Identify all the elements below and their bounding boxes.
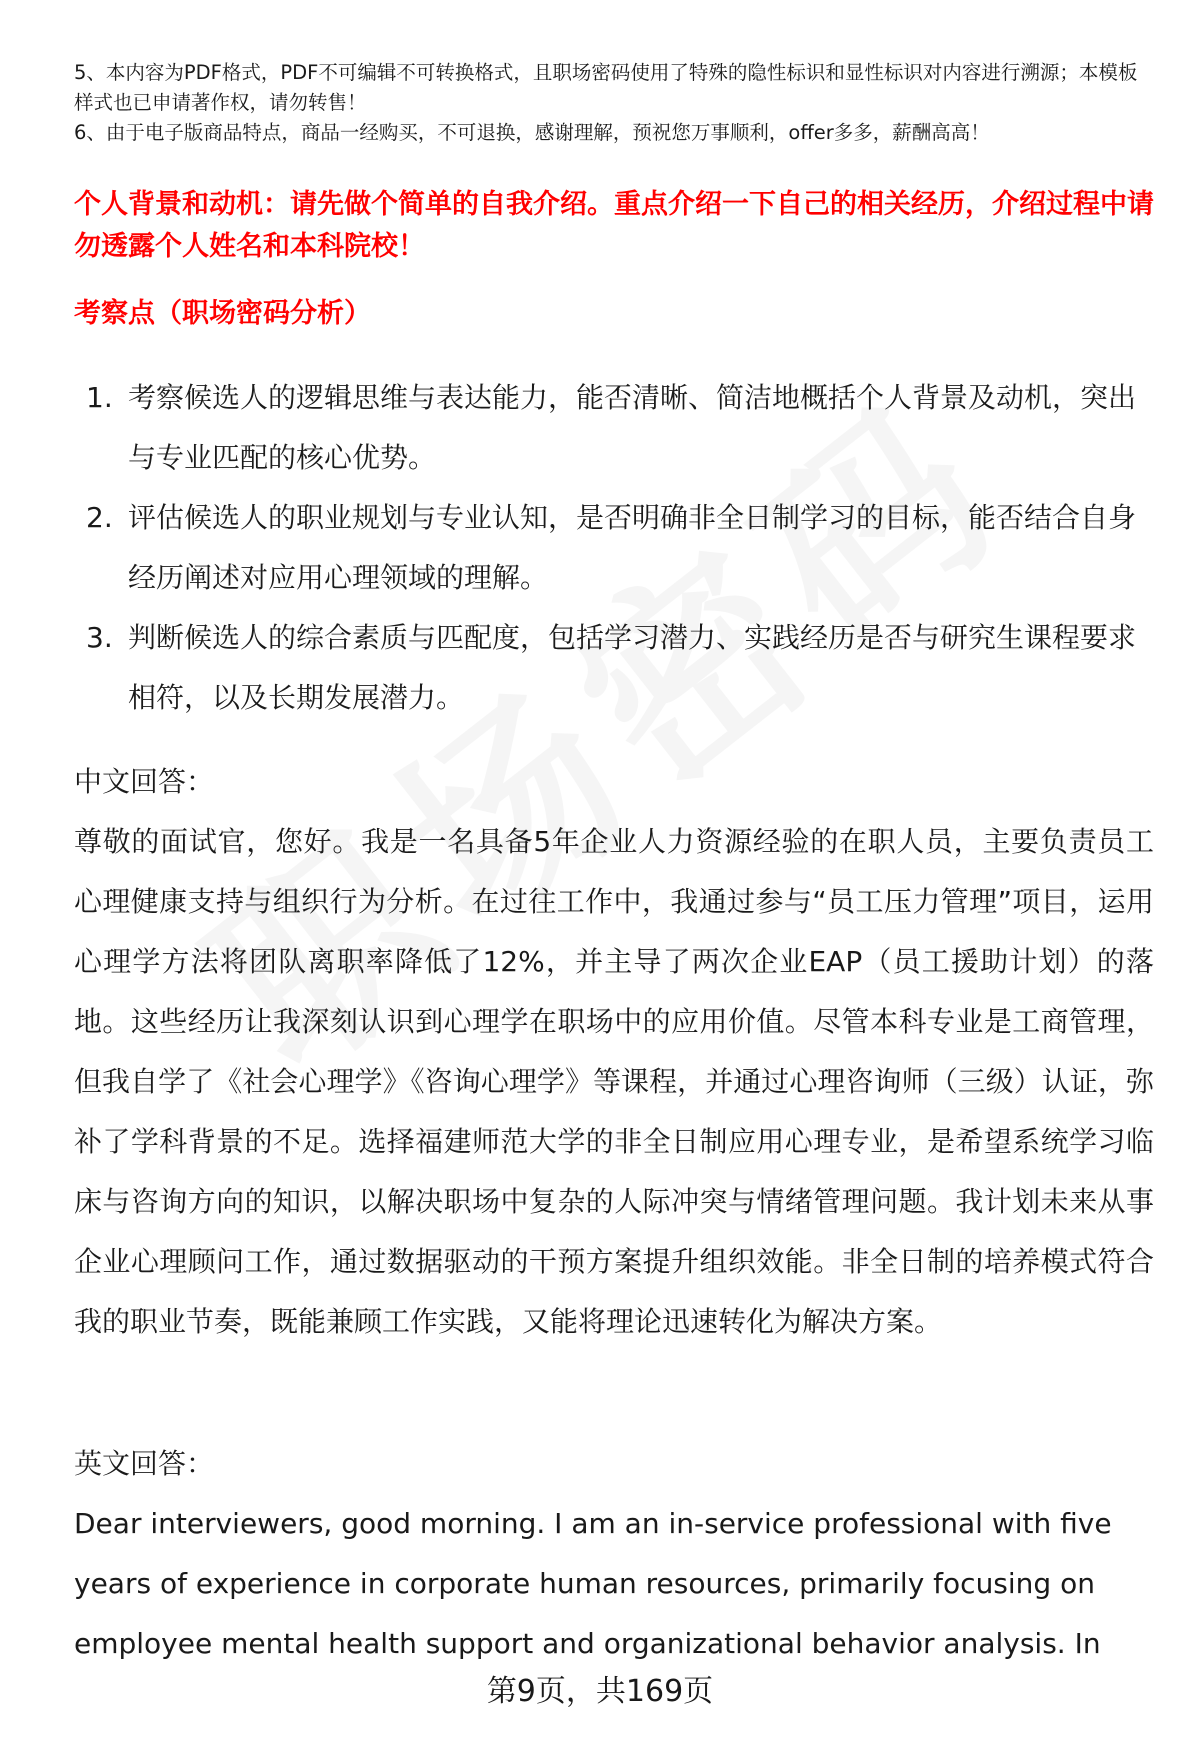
point-number: 1. bbox=[86, 381, 113, 414]
point-text: 考察候选人的逻辑思维与表达能力，能否清晰、简洁地概括个人背景及动机，突出与专业匹配的核心优势。 bbox=[128, 381, 1137, 474]
point-text: 判断候选人的综合素质与匹配度，包括学习潜力、实践经历是否与研究生课程要求相符，以及长期发展潜力。 bbox=[128, 621, 1137, 714]
point-number: 2. bbox=[86, 501, 113, 534]
notice-item-5: 5、本内容为PDF格式，PDF不可编辑不可转换格式，且职场密码使用了特殊的隐性标识和显性标识对内容进行溯源；本模板样式也已申请著作权，请勿转售！ bbox=[74, 61, 1138, 114]
chinese-answer-text: 尊敬的面试官，您好。我是一名具备5年企业人力资源经验的在职人员，主要负责员工心理健康支持与组织行为分析。在过往工作中，我通过参与“员工压力管理”项目，运用心理学方法将团队离职率降低了12%，并主导了两次企业EAP（员工援助计划）的落地。这些经历让我深刻认识到心理学在职场中的应用价值。尽管本科专业是工商管理，但我自学了《社会心理学》《咨询心理学》等课程，并通过心理咨询师（三级）认证，弥补了学科背景的不足。选择福建师范大学的非全日制应用心理专业，是希望系统学习临床与咨询方向的知识，以解决职场中复杂的人际冲突与情绪管理问题。我计划未来从事企业心理顾问工作，通过数据驱动的干预方案提升组织效能。非全日制的培养模式符合我的职业节奏，既能兼顾工作实践，又能将理论迅速转化为解决方案。 bbox=[74, 825, 1154, 1338]
assessment-points-heading: 考察点（职场密码分析） bbox=[74, 298, 371, 329]
point-text: 评估候选人的职业规划与专业认知，是否明确非全日制学习的目标，能否结合自身经历阐述对应用心理领域的理解。 bbox=[128, 501, 1137, 594]
page-footer: 第9页，共169页 bbox=[486, 1674, 714, 1709]
assessment-points-list bbox=[74, 368, 1154, 728]
assessment-point bbox=[74, 368, 1154, 488]
english-answer-label: 英文回答： bbox=[74, 1447, 215, 1480]
chinese-answer-label: 中文回答： bbox=[74, 765, 215, 798]
notice-item-6: 6、由于电子版商品特点，商品一经购买，不可退换，感谢理解，预祝您万事顺利，offer多多，薪酬高高！ bbox=[74, 121, 990, 144]
point-number: 3. bbox=[86, 621, 113, 654]
english-answer-text: Dear interviewers, good morning. I am an in-service professional with five years of experience in corporate human resources, primarily focusing on employee mental health support and organizational behavior analysis. In bbox=[74, 1507, 1112, 1660]
question-title: 个人背景和动机：请先做个简单的自我介绍。重点介绍一下自己的相关经历，介绍过程中请勿透露个人姓名和本科院校！ bbox=[74, 189, 1154, 262]
assessment-point bbox=[74, 488, 1154, 608]
assessment-point bbox=[74, 608, 1154, 728]
